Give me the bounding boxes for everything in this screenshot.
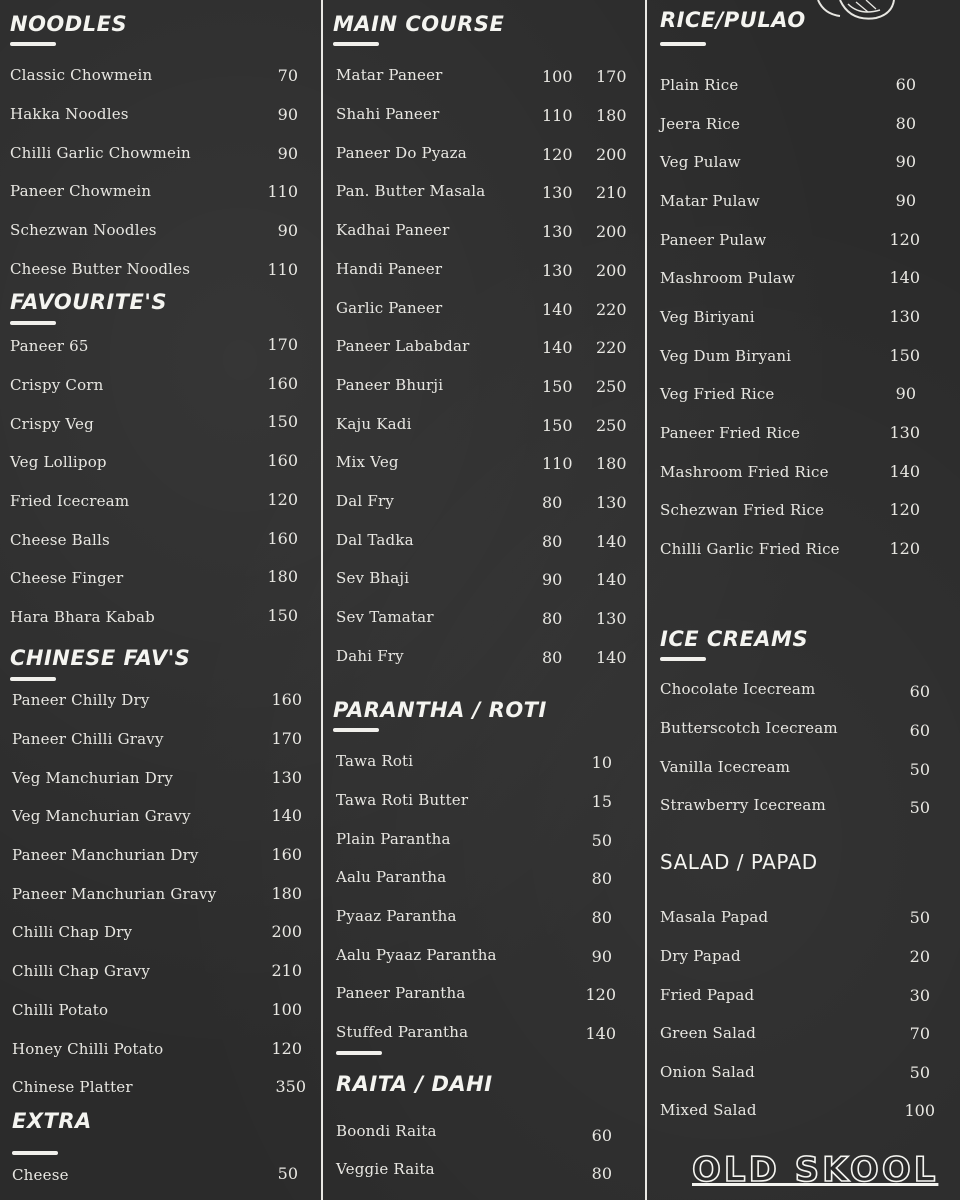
item-price: 30	[909, 986, 930, 1005]
item-price: 160	[267, 451, 298, 470]
column-divider-left	[321, 0, 323, 1200]
item-name: Mashroom Fried Rice	[660, 463, 829, 481]
item-name: Chilli Potato	[12, 1001, 109, 1019]
item-price-full: 250	[596, 416, 627, 435]
item-name: Sev Tamatar	[336, 608, 434, 626]
item-name: Masala Papad	[660, 908, 769, 926]
item-name: Pyaaz Parantha	[336, 907, 457, 925]
brand-logo: OLD SKOOL	[692, 1150, 939, 1190]
item-name: Vanilla Icecream	[660, 758, 791, 776]
item-price: 70	[277, 66, 298, 85]
item-price-full: 140	[596, 648, 627, 667]
item-name: Chilli Chap Dry	[12, 923, 133, 941]
item-name: Paneer 65	[10, 337, 89, 355]
item-price: 120	[889, 500, 920, 519]
item-price-half: 100	[542, 67, 573, 86]
item-price: 70	[909, 1024, 930, 1043]
item-name: Veg Lollipop	[10, 453, 107, 471]
section-title-rice-pulao: RICE/PULAO	[660, 8, 806, 32]
item-price: 80	[895, 114, 916, 133]
item-price: 60	[591, 1126, 612, 1145]
item-price: 50	[909, 1063, 930, 1082]
item-price: 80	[591, 908, 612, 927]
item-price-full: 130	[596, 493, 627, 512]
item-name: Honey Chilli Potato	[12, 1040, 164, 1058]
item-name: Paneer Chowmein	[10, 182, 152, 200]
item-price: 60	[895, 75, 916, 94]
item-name: Mix Veg	[336, 453, 399, 471]
item-name: Veg Manchurian Dry	[12, 769, 173, 787]
item-name: Cheese Balls	[10, 531, 110, 549]
item-price: 140	[889, 268, 920, 287]
item-price: 60	[909, 721, 930, 740]
item-name: Matar Paneer	[336, 66, 443, 84]
item-price-full: 180	[596, 106, 627, 125]
item-name: Mashroom Pulaw	[660, 269, 796, 287]
item-name: Chocolate Icecream	[660, 680, 816, 698]
item-name: Fried Icecream	[10, 492, 130, 510]
item-price: 20	[909, 947, 930, 966]
item-name: Kadhai Paneer	[336, 221, 450, 239]
item-name: Veg Fried Rice	[660, 385, 775, 403]
item-name: Veg Dum Biryani	[660, 347, 792, 365]
item-price: 90	[895, 191, 916, 210]
item-price: 80	[591, 1164, 612, 1183]
section-underline	[10, 321, 56, 325]
item-price-half: 140	[542, 300, 573, 319]
item-price-half: 80	[542, 493, 563, 512]
item-price: 120	[271, 1039, 302, 1058]
item-price-full: 140	[596, 570, 627, 589]
item-name: Paneer Lababdar	[336, 337, 470, 355]
item-name: Chinese Platter	[12, 1078, 133, 1096]
item-name: Cheese Finger	[10, 569, 124, 587]
item-price: 160	[271, 690, 302, 709]
section-underline	[12, 1151, 58, 1155]
item-name: Paneer Manchurian Dry	[12, 846, 199, 864]
item-price: 90	[895, 152, 916, 171]
item-name: Aalu Pyaaz Parantha	[336, 946, 497, 964]
item-name: Tawa Roti Butter	[336, 791, 469, 809]
item-price: 100	[904, 1101, 935, 1120]
item-price-half: 80	[542, 648, 563, 667]
item-name: Paneer Do Pyaza	[336, 144, 467, 162]
item-price-full: 170	[596, 67, 627, 86]
item-price: 170	[271, 729, 302, 748]
item-price: 130	[271, 768, 302, 787]
item-price: 150	[267, 606, 298, 625]
item-price: 110	[267, 182, 298, 201]
item-price: 50	[591, 831, 612, 850]
item-price-full: 180	[596, 454, 627, 473]
item-price: 120	[889, 230, 920, 249]
item-price-half: 150	[542, 377, 573, 396]
item-price: 50	[909, 760, 930, 779]
item-price-full: 200	[596, 222, 627, 241]
item-price-full: 220	[596, 338, 627, 357]
item-name: Garlic Paneer	[336, 299, 443, 317]
item-name: Shahi Paneer	[336, 105, 440, 123]
section-underline	[660, 42, 706, 46]
item-name: Chilli Garlic Chowmein	[10, 144, 191, 162]
item-price: 170	[267, 335, 298, 354]
item-name: Paneer Chilly Dry	[12, 691, 150, 709]
item-name: Dal Tadka	[336, 531, 414, 549]
section-title-chinese-favs: CHINESE FAV'S	[10, 646, 191, 670]
item-price-full: 130	[596, 609, 627, 628]
item-price-full: 140	[596, 532, 627, 551]
item-price-half: 130	[542, 183, 573, 202]
item-price: 15	[591, 792, 612, 811]
item-price: 90	[895, 384, 916, 403]
item-name: Paneer Chilli Gravy	[12, 730, 164, 748]
item-price-full: 250	[596, 377, 627, 396]
item-name: Chilli Chap Gravy	[12, 962, 150, 980]
item-name: Dry Papad	[660, 947, 741, 965]
item-price: 50	[277, 1164, 298, 1183]
item-price: 150	[889, 346, 920, 365]
item-name: Cheese	[12, 1166, 69, 1184]
item-price: 120	[585, 985, 616, 1004]
item-price: 160	[271, 845, 302, 864]
section-underline	[10, 42, 56, 46]
item-price: 150	[267, 412, 298, 431]
item-name: Schezwan Fried Rice	[660, 501, 825, 519]
item-price: 10	[591, 753, 612, 772]
item-price: 90	[277, 221, 298, 240]
item-name: Paneer Fried Rice	[660, 424, 801, 442]
item-price-half: 130	[542, 222, 573, 241]
item-price-half: 130	[542, 261, 573, 280]
item-name: Dal Fry	[336, 492, 394, 510]
item-name: Stuffed Parantha	[336, 1023, 469, 1041]
item-name: Chilli Garlic Fried Rice	[660, 540, 840, 558]
menu-column-2	[324, 0, 644, 1200]
item-name: Kaju Kadi	[336, 415, 412, 433]
item-price: 90	[591, 947, 612, 966]
item-name: Crispy Corn	[10, 376, 104, 394]
item-name: Paneer Manchurian Gravy	[12, 885, 217, 903]
menu-column-3	[648, 0, 960, 1200]
item-price: 100	[271, 1000, 302, 1019]
item-price-half: 150	[542, 416, 573, 435]
item-price: 50	[909, 798, 930, 817]
section-title-main-course: MAIN COURSE	[333, 12, 505, 36]
item-name: Schezwan Noodles	[10, 221, 157, 239]
item-price-full: 220	[596, 300, 627, 319]
item-name: Handi Paneer	[336, 260, 443, 278]
section-title-extra: EXTRA	[12, 1109, 92, 1133]
item-price-half: 110	[542, 454, 573, 473]
item-price-half: 110	[542, 106, 573, 125]
item-price-half: 80	[542, 609, 563, 628]
item-price: 120	[889, 539, 920, 558]
item-price: 130	[889, 423, 920, 442]
item-name: Paneer Bhurji	[336, 376, 444, 394]
section-title-ice-creams: ICE CREAMS	[660, 627, 809, 651]
item-name: Mixed Salad	[660, 1101, 757, 1119]
item-name: Veg Pulaw	[660, 153, 741, 171]
section-title-raita-dahi: RAITA / DAHI	[336, 1072, 493, 1096]
section-underline	[336, 1051, 382, 1055]
item-price: 160	[267, 374, 298, 393]
item-name: Sev Bhaji	[336, 569, 410, 587]
item-price: 180	[271, 884, 302, 903]
item-name: Butterscotch Icecream	[660, 719, 838, 737]
item-price: 50	[909, 908, 930, 927]
item-name: Veg Manchurian Gravy	[12, 807, 191, 825]
item-price: 350	[275, 1077, 306, 1096]
item-name: Paneer Parantha	[336, 984, 466, 1002]
item-name: Cheese Butter Noodles	[10, 260, 191, 278]
item-name: Plain Parantha	[336, 830, 451, 848]
item-price: 140	[889, 462, 920, 481]
item-price: 180	[267, 567, 298, 586]
item-price-half: 90	[542, 570, 563, 589]
item-price: 210	[271, 961, 302, 980]
section-title-noodles: NOODLES	[10, 12, 128, 36]
item-price: 200	[271, 922, 302, 941]
item-name: Tawa Roti	[336, 752, 414, 770]
item-price: 90	[277, 144, 298, 163]
item-name: Veggie Raita	[336, 1160, 435, 1178]
item-price: 90	[277, 105, 298, 124]
item-name: Dahi Fry	[336, 647, 404, 665]
item-name: Matar Pulaw	[660, 192, 760, 210]
item-name: Fried Papad	[660, 986, 755, 1004]
item-price: 120	[267, 490, 298, 509]
item-price-full: 200	[596, 145, 627, 164]
item-name: Classic Chowmein	[10, 66, 153, 84]
section-underline	[10, 677, 56, 681]
section-title-parantha-roti: PARANTHA / ROTI	[333, 698, 547, 722]
item-price-half: 120	[542, 145, 573, 164]
item-price: 80	[591, 869, 612, 888]
item-price-full: 210	[596, 183, 627, 202]
section-underline	[333, 728, 379, 732]
item-name: Veg Biriyani	[660, 308, 755, 326]
item-price: 160	[267, 529, 298, 548]
item-name: Paneer Pulaw	[660, 231, 767, 249]
item-price: 140	[585, 1024, 616, 1043]
item-name: Green Salad	[660, 1024, 757, 1042]
item-price: 130	[889, 307, 920, 326]
item-name: Hakka Noodles	[10, 105, 129, 123]
item-name: Pan. Butter Masala	[336, 182, 486, 200]
section-title-salad-papad: SALAD / PAPAD	[660, 850, 818, 874]
menu-column-1	[0, 0, 320, 1200]
item-name: Aalu Parantha	[336, 868, 447, 886]
item-name: Strawberry Icecream	[660, 796, 826, 814]
section-underline	[333, 42, 379, 46]
column-divider-right	[645, 0, 647, 1200]
item-price: 140	[271, 806, 302, 825]
section-underline	[660, 657, 706, 661]
item-name: Jeera Rice	[660, 115, 741, 133]
item-price-half: 140	[542, 338, 573, 357]
item-price: 110	[267, 260, 298, 279]
item-name: Onion Salad	[660, 1063, 755, 1081]
item-name: Plain Rice	[660, 76, 739, 94]
item-price: 60	[909, 682, 930, 701]
item-price-half: 80	[542, 532, 563, 551]
section-title-favourites: FAVOURITE'S	[10, 290, 167, 314]
item-name: Hara Bhara Kabab	[10, 608, 155, 626]
item-name: Boondi Raita	[336, 1122, 437, 1140]
item-price-full: 200	[596, 261, 627, 280]
item-name: Crispy Veg	[10, 415, 94, 433]
